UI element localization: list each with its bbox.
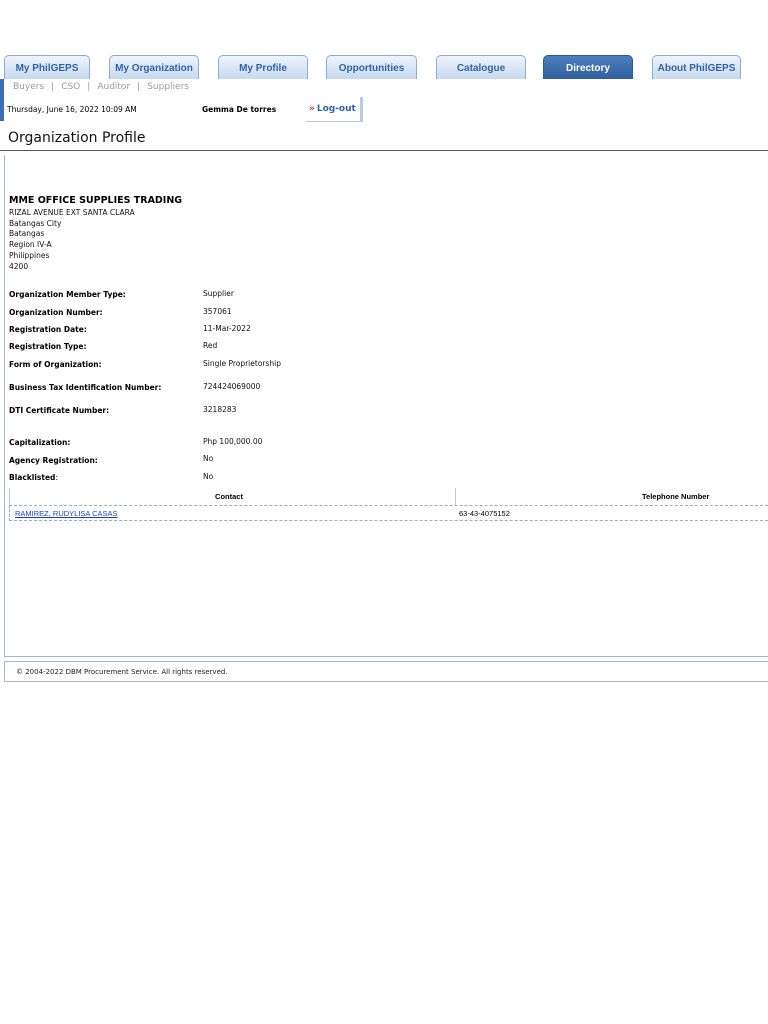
subnav-separator: | <box>87 82 91 92</box>
tin-value: 724424069000 <box>203 382 261 391</box>
registration-date-value: 11-Mar-2022 <box>203 324 251 333</box>
address-zip: 4200 <box>9 261 29 271</box>
subnav-separator: | <box>137 82 141 92</box>
blacklisted-label <box>9 473 58 482</box>
address-region: Region IV-A <box>9 240 52 250</box>
tab-directory[interactable]: Directory <box>543 55 633 79</box>
form-of-organization-label: Form of Organization: <box>9 360 102 369</box>
capitalization-label: Capitalization: <box>9 438 71 447</box>
tab-catalogue[interactable]: Catalogue <box>436 55 526 79</box>
directory-subnav <box>13 82 189 92</box>
organization-address <box>9 208 135 272</box>
org-number-label: Organization Number: <box>9 308 103 317</box>
dti-certificate-label: DTI Certificate Number: <box>9 406 110 415</box>
double-chevron-icon: » <box>309 104 315 114</box>
tab-about-philgeps[interactable]: About PhilGEPS <box>652 55 741 79</box>
contact-name-link[interactable]: RAMIREZ, RUDYLISA CASAS <box>15 509 118 518</box>
member-type-label: Organization Member Type: <box>9 290 126 299</box>
registration-type-label: Registration Type: <box>9 342 87 351</box>
contact-column-header: Contact <box>215 492 243 501</box>
page-title: Organization Profile <box>8 130 146 146</box>
organization-name: MME OFFICE SUPPLIES TRADING <box>9 195 183 206</box>
org-number-value: 357061 <box>203 307 232 316</box>
table-row <box>9 505 768 521</box>
subnav-cso-link[interactable]: CSO <box>61 82 81 92</box>
subnav-suppliers-link[interactable]: Suppliers <box>147 82 189 92</box>
dti-certificate-value: 3218283 <box>203 405 237 414</box>
logout-button[interactable] <box>306 97 363 122</box>
contacts-table <box>9 488 768 521</box>
logout-label: Log-out <box>316 104 356 114</box>
address-province: Batangas <box>9 229 45 239</box>
main-nav-tabs <box>0 55 768 79</box>
blacklisted-label-colon: : <box>55 473 58 482</box>
tab-my-organization[interactable]: My Organization <box>109 55 199 79</box>
userstrip-accent-bar <box>0 97 4 121</box>
subnav-buyers-link[interactable]: Buyers <box>13 82 45 92</box>
blacklisted-label-text: Blacklisted <box>9 473 56 482</box>
tab-opportunities[interactable]: Opportunities <box>326 55 417 79</box>
registration-type-value: Red <box>203 341 218 350</box>
address-street: RIZAL AVENUE EXT SANTA CLARA <box>9 208 135 217</box>
contact-telephone: 63-43-4075152 <box>459 509 510 518</box>
tab-my-profile[interactable]: My Profile <box>218 55 308 79</box>
copyright-text: © 2004-2022 DBM Procurement Service. All rights reserved. <box>16 668 228 676</box>
blacklisted-value: No <box>203 472 214 481</box>
subnav-accent-bar <box>0 79 4 97</box>
member-type-value: Supplier <box>203 289 234 298</box>
agency-registration-value: No <box>203 454 214 463</box>
address-country: Philippines <box>9 250 50 260</box>
current-datetime: Thursday, June 16, 2022 10:09 AM <box>7 105 137 114</box>
address-city: Batangas City <box>9 218 62 228</box>
telephone-column-header: Telephone Number <box>642 492 710 501</box>
registration-date-label: Registration Date: <box>9 325 87 334</box>
contacts-table-header <box>9 488 768 505</box>
form-of-organization-value: Single Proprietorship <box>203 359 281 368</box>
logged-in-user: Gemma De torres <box>202 105 277 114</box>
capitalization-value: Php 100,000.00 <box>203 437 263 446</box>
subnav-separator: | <box>51 82 55 92</box>
tab-my-philgeps[interactable]: My PhilGEPS <box>4 55 90 79</box>
page-footer <box>4 661 768 682</box>
agency-registration-label: Agency Registration: <box>9 456 98 465</box>
tin-label: Business Tax Identification Number: <box>9 383 162 392</box>
subnav-auditor-link[interactable]: Auditor <box>97 82 131 92</box>
title-divider <box>0 150 768 151</box>
column-divider <box>455 488 456 505</box>
